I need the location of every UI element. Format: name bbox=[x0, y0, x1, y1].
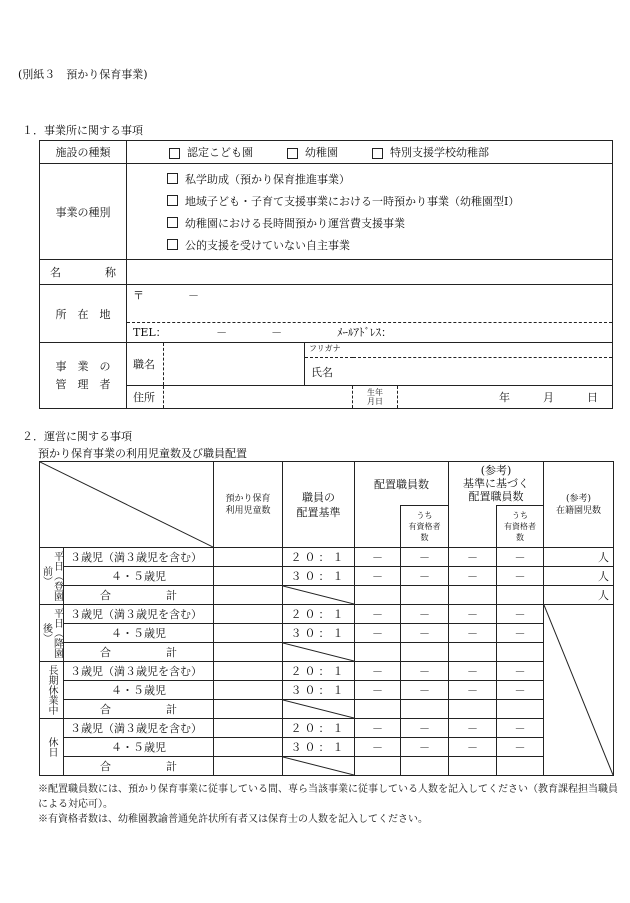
row-name: ４・５歳児 bbox=[64, 624, 214, 643]
enrolled-cell[interactable]: 人 bbox=[544, 548, 614, 567]
ratio-cell: ３０：１ bbox=[283, 567, 355, 586]
position-field[interactable] bbox=[163, 343, 304, 385]
row-name: ４・５歳児 bbox=[64, 738, 214, 757]
checkbox-icon[interactable] bbox=[372, 148, 383, 159]
row-name: ３歳児（満３歳児を含む） bbox=[64, 719, 214, 738]
header-ref-staff: (参考) 基準に基づく 配置職員数 bbox=[449, 462, 544, 506]
row-name: 合 計 bbox=[64, 757, 214, 776]
header-standard: 職員の 配置基準 bbox=[283, 462, 355, 548]
birth-label: 生年 月日 bbox=[352, 386, 397, 408]
notes bbox=[38, 782, 618, 827]
checkbox-icon[interactable] bbox=[167, 239, 178, 250]
manager-address-field[interactable] bbox=[163, 386, 352, 408]
ref-staff-cell[interactable]: － bbox=[449, 567, 497, 586]
row-name: 合 計 bbox=[64, 586, 214, 605]
business-type-options bbox=[127, 164, 613, 260]
staff-cell[interactable] bbox=[355, 757, 401, 776]
ref-qualified-cell[interactable]: － bbox=[497, 719, 544, 738]
ratio-cell: ２０：１ bbox=[283, 662, 355, 681]
header-qualified: うち 有資格者 数 bbox=[401, 506, 449, 548]
ref-qualified-cell[interactable] bbox=[497, 586, 544, 605]
staff-cell[interactable]: － bbox=[355, 719, 401, 738]
ref-staff-cell[interactable]: － bbox=[449, 605, 497, 624]
ref-qualified-cell[interactable]: － bbox=[497, 662, 544, 681]
standard-blank-cell bbox=[283, 586, 355, 605]
enrolled-cell[interactable]: 人 bbox=[544, 586, 614, 605]
position-label: 職名 bbox=[133, 358, 155, 371]
facility-option-kodomoen[interactable]: 認定こども園 bbox=[169, 144, 253, 160]
users-cell[interactable] bbox=[214, 700, 283, 719]
staff-cell[interactable]: － bbox=[355, 567, 401, 586]
staff-cell[interactable] bbox=[355, 586, 401, 605]
ref-staff-cell[interactable]: － bbox=[449, 548, 497, 567]
tel-label: TEL： － － bbox=[133, 326, 283, 339]
ratio-cell: ３０：１ bbox=[283, 681, 355, 700]
staff-cell[interactable]: － bbox=[355, 548, 401, 567]
users-cell[interactable] bbox=[214, 681, 283, 700]
standard-blank-cell bbox=[283, 643, 355, 662]
ref-qualified-cell[interactable] bbox=[497, 643, 544, 662]
staff-cell[interactable]: － bbox=[355, 624, 401, 643]
users-cell[interactable] bbox=[214, 738, 283, 757]
qualified-cell[interactable] bbox=[401, 757, 449, 776]
facility-info-table bbox=[39, 140, 613, 409]
checkbox-icon[interactable] bbox=[167, 173, 178, 184]
enrolled-cell[interactable]: 人 bbox=[544, 567, 614, 586]
document-title: (別紙３ 預かり保育事業) bbox=[18, 68, 148, 81]
ref-staff-cell[interactable]: － bbox=[449, 719, 497, 738]
facility-option-yochien[interactable]: 幼稚園 bbox=[287, 144, 338, 160]
note-1: ※配置職員数には、預かり保育事業に従事している間、専ら当該事業に従事している人数を記入してください（教育課程担当職員による対応可）。 bbox=[38, 784, 618, 810]
ratio-cell: ２０：１ bbox=[283, 548, 355, 567]
group-label: 休日 bbox=[40, 719, 64, 776]
ref-qualified-cell[interactable]: － bbox=[497, 681, 544, 700]
facility-type-options bbox=[127, 141, 613, 164]
ref-qualified-cell[interactable]: － bbox=[497, 738, 544, 757]
row-name: 合 計 bbox=[64, 700, 214, 719]
header-ref-enrolled: (参考) 在籍園児数 bbox=[544, 462, 614, 548]
ref-staff-cell[interactable] bbox=[449, 586, 497, 605]
ratio-cell: ３０：１ bbox=[283, 738, 355, 757]
manager-block bbox=[127, 343, 613, 409]
group-label: 平日（登園前） bbox=[40, 548, 64, 605]
facility-type-label: 施設の種類 bbox=[40, 141, 127, 164]
header-ref-qualified: うち 有資格者 数 bbox=[497, 506, 544, 548]
ref-staff-cell[interactable]: － bbox=[449, 681, 497, 700]
staff-cell[interactable] bbox=[355, 700, 401, 719]
users-cell[interactable] bbox=[214, 719, 283, 738]
ratio-cell: ３０：１ bbox=[283, 624, 355, 643]
group-label: 長期休業中 bbox=[40, 662, 64, 719]
ref-staff-cell[interactable] bbox=[449, 643, 497, 662]
furigana-label: フリガナ bbox=[305, 343, 353, 358]
birth-field[interactable]: 年 月 日 bbox=[397, 386, 612, 408]
ratio-cell: ２０：１ bbox=[283, 605, 355, 624]
ref-staff-cell[interactable] bbox=[449, 757, 497, 776]
ref-staff-cell[interactable]: － bbox=[449, 738, 497, 757]
group-label: 平日（降園後） bbox=[40, 605, 64, 662]
qualified-cell[interactable]: － bbox=[401, 738, 449, 757]
ref-qualified-cell[interactable]: － bbox=[497, 567, 544, 586]
manager-name-label: 氏名 bbox=[311, 365, 333, 379]
users-cell[interactable] bbox=[214, 757, 283, 776]
note-2: ※有資格者数は、幼稚園教諭普通免許状所有者又は保育士の人数を記入してください。 bbox=[38, 814, 428, 825]
qualified-cell[interactable]: － bbox=[401, 548, 449, 567]
ref-staff-cell[interactable] bbox=[449, 700, 497, 719]
checkbox-icon[interactable] bbox=[167, 195, 178, 206]
staff-cell[interactable]: － bbox=[355, 681, 401, 700]
qualified-cell[interactable]: － bbox=[401, 719, 449, 738]
address-label: 所 在 地 bbox=[40, 285, 127, 343]
qualified-cell[interactable]: － bbox=[401, 605, 449, 624]
row-name: ４・５歳児 bbox=[64, 567, 214, 586]
qualified-cell[interactable]: － bbox=[401, 662, 449, 681]
qualified-cell[interactable]: － bbox=[401, 624, 449, 643]
qualified-cell[interactable] bbox=[401, 586, 449, 605]
name-label: 名 称 bbox=[40, 260, 127, 285]
section2-subheading: 預かり保育事業の利用児童数及び職員配置 bbox=[38, 447, 247, 460]
email-label: ﾒｰﾙｱﾄﾞﾚｽ： bbox=[337, 326, 392, 339]
staff-cell[interactable]: － bbox=[355, 738, 401, 757]
users-cell[interactable] bbox=[214, 624, 283, 643]
row-name: ３歳児（満３歳児を含む） bbox=[64, 605, 214, 624]
contact-line bbox=[127, 323, 612, 342]
business-option-1[interactable]: 私学助成（預かり保育推進事業） bbox=[127, 168, 612, 190]
staffing-table bbox=[39, 461, 614, 776]
facility-option-tokubetsu[interactable]: 特別支援学校幼稚部 bbox=[372, 144, 489, 160]
diagonal-line bbox=[40, 462, 213, 547]
checkbox-icon[interactable] bbox=[287, 148, 298, 159]
ref-qualified-cell[interactable]: － bbox=[497, 624, 544, 643]
postal-line: 〒 － bbox=[127, 285, 612, 323]
ref-staff-cell[interactable]: － bbox=[449, 624, 497, 643]
ref-staff-cell[interactable]: － bbox=[449, 662, 497, 681]
business-type-label: 事業の種別 bbox=[40, 164, 127, 260]
section2-heading: ２．運営に関する事項 bbox=[22, 430, 132, 443]
standard-blank-cell bbox=[283, 700, 355, 719]
business-option-3[interactable]: 幼稚園における長時間預かり運営費支援事業 bbox=[127, 212, 612, 234]
users-cell[interactable] bbox=[214, 548, 283, 567]
name-field[interactable] bbox=[127, 260, 613, 285]
section1-heading: １．事業所に関する事項 bbox=[22, 124, 143, 137]
standard-blank-cell bbox=[283, 757, 355, 776]
ratio-cell: ２０：１ bbox=[283, 719, 355, 738]
row-name: 合 計 bbox=[64, 643, 214, 662]
ref-qualified-cell[interactable] bbox=[497, 700, 544, 719]
row-name: ４・５歳児 bbox=[64, 681, 214, 700]
users-cell[interactable] bbox=[214, 586, 283, 605]
qualified-cell[interactable]: － bbox=[401, 681, 449, 700]
users-cell[interactable] bbox=[214, 605, 283, 624]
users-cell[interactable] bbox=[214, 567, 283, 586]
address-field[interactable] bbox=[127, 285, 613, 343]
header-diagonal-cell bbox=[40, 462, 214, 548]
business-option-4[interactable]: 公的支援を受けていない自主事業 bbox=[127, 234, 612, 256]
ref-qualified-cell[interactable] bbox=[497, 757, 544, 776]
qualified-cell[interactable] bbox=[401, 700, 449, 719]
row-name: ３歳児（満３歳児を含む） bbox=[64, 662, 214, 681]
furigana-field[interactable] bbox=[353, 343, 612, 358]
staff-cell[interactable]: － bbox=[355, 662, 401, 681]
ref-qualified-cell[interactable]: － bbox=[497, 548, 544, 567]
header-users: 預かり保育 利用児童数 bbox=[214, 462, 283, 548]
row-name: ３歳児（満３歳児を含む） bbox=[64, 548, 214, 567]
users-cell[interactable] bbox=[214, 643, 283, 662]
qualified-cell[interactable]: － bbox=[401, 567, 449, 586]
header-staff: 配置職員数 bbox=[355, 462, 449, 506]
enrolled-blank-cell bbox=[544, 605, 614, 776]
users-cell[interactable] bbox=[214, 662, 283, 681]
ref-qualified-cell[interactable]: － bbox=[497, 605, 544, 624]
manager-address-label: 住所 bbox=[133, 391, 155, 404]
manager-label: 事 業 の 管 理 者 bbox=[40, 343, 127, 409]
qualified-cell[interactable] bbox=[401, 643, 449, 662]
checkbox-icon[interactable] bbox=[167, 217, 178, 228]
checkbox-icon[interactable] bbox=[169, 148, 180, 159]
staff-cell[interactable]: － bbox=[355, 605, 401, 624]
staff-cell[interactable] bbox=[355, 643, 401, 662]
business-option-2[interactable]: 地域子ども・子育て支援事業における一時預かり事業（幼稚園型Ⅰ） bbox=[127, 190, 612, 212]
manager-name-field[interactable] bbox=[353, 358, 612, 385]
